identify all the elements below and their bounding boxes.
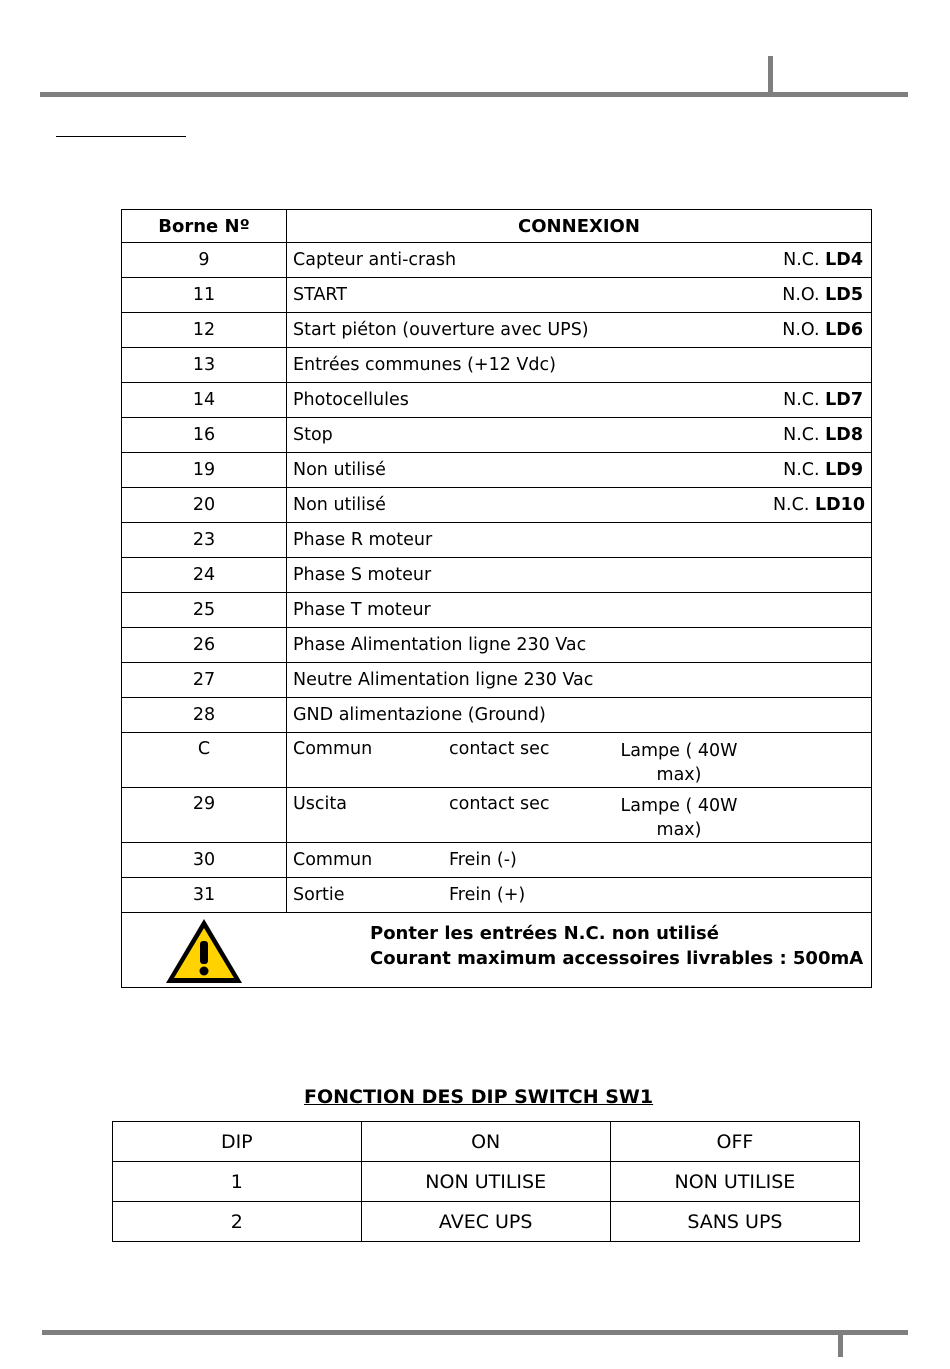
description-cell: Start piéton (ouverture avec UPS) <box>293 320 589 340</box>
description-cell: Entrées communes (+12 Vdc) <box>293 355 556 375</box>
warning-text <box>370 921 863 971</box>
connection-table-header <box>122 210 872 243</box>
terminal-cell: 29 <box>192 794 216 814</box>
dip-on-value: AVEC UPS <box>361 1202 610 1242</box>
contact-kind: contact sec <box>449 739 550 759</box>
table-row <box>122 628 872 663</box>
lamp-spec: Lampe ( 40W max) <box>620 796 738 840</box>
terminal-cell: 16 <box>122 418 287 453</box>
description-cell: Phase Alimentation ligne 230 Vac <box>287 628 872 663</box>
header-tick <box>768 56 773 94</box>
terminal-cell: C <box>197 739 211 759</box>
description-cell: Phase S moteur <box>287 558 872 593</box>
table-row <box>122 523 872 558</box>
table-row <box>122 698 872 733</box>
dip-on-value: NON UTILISE <box>361 1162 610 1202</box>
description-cell: Capteur anti-crash <box>293 250 457 270</box>
contact-kind: contact sec <box>449 794 550 814</box>
table-row <box>122 243 872 278</box>
footer-rule <box>42 1330 908 1335</box>
led-label: LD6 <box>825 320 863 340</box>
dip-off-value: NON UTILISE <box>610 1162 859 1202</box>
contact-type: N.C. LD8 <box>783 425 863 445</box>
led-label: LD4 <box>825 250 863 270</box>
dip-section-title: FONCTION DES DIP SWITCH SW1 <box>304 1086 654 1108</box>
table-row <box>122 843 872 878</box>
header-dip: DIP <box>113 1122 362 1162</box>
description-cell: Non utilisé <box>293 460 386 480</box>
dip-number: 1 <box>113 1162 362 1202</box>
terminal-cell: 13 <box>122 348 287 383</box>
table-row <box>122 453 872 488</box>
warning-line-1: Ponter les entrées N.C. non utilisé <box>370 923 719 944</box>
header-off: OFF <box>610 1122 859 1162</box>
terminal-cell: 23 <box>122 523 287 558</box>
terminal-cell: 30 <box>122 843 287 878</box>
description-cell: Phase R moteur <box>287 523 872 558</box>
contact-type: N.C. LD7 <box>783 390 863 410</box>
terminal-cell: 27 <box>122 663 287 698</box>
description-cell: Non utilisé <box>293 495 386 515</box>
table-row <box>122 488 872 523</box>
terminal-cell: 28 <box>122 698 287 733</box>
table-row <box>122 348 872 383</box>
dip-switch-table <box>112 1121 860 1242</box>
description-cell: START <box>293 285 347 305</box>
terminal-cell: 19 <box>122 453 287 488</box>
dip-off-value: SANS UPS <box>610 1202 859 1242</box>
table-row <box>113 1202 860 1242</box>
warning-row <box>122 913 872 988</box>
heading-underline <box>56 136 186 137</box>
led-label: LD8 <box>825 425 863 445</box>
lamp-spec: Lampe ( 40W max) <box>620 741 738 785</box>
table-row <box>122 733 872 788</box>
table-row <box>122 313 872 348</box>
header-on: ON <box>361 1122 610 1162</box>
table-row <box>122 663 872 698</box>
contact-role: Commun <box>293 739 373 759</box>
led-label: LD7 <box>825 390 863 410</box>
table-row <box>122 383 872 418</box>
terminal-cell: 12 <box>122 313 287 348</box>
contact-type: N.C. LD4 <box>783 250 863 270</box>
terminal-cell: 25 <box>122 593 287 628</box>
terminal-cell: 9 <box>122 243 287 278</box>
contact-type: N.C. LD9 <box>783 460 863 480</box>
table-row <box>122 788 872 843</box>
table-row <box>122 418 872 453</box>
terminal-cell: 11 <box>122 278 287 313</box>
contact-type: N.C. LD10 <box>772 495 865 515</box>
footer-tick <box>838 1333 843 1357</box>
dip-number: 2 <box>113 1202 362 1242</box>
led-label: LD9 <box>825 460 863 480</box>
terminal-cell: 24 <box>122 558 287 593</box>
contact-role: Commun <box>293 850 373 870</box>
warning-triangle-icon <box>162 915 246 992</box>
description-cell: Phase T moteur <box>287 593 872 628</box>
contact-role: Sortie <box>293 885 345 905</box>
brake-label: Frein (-) <box>449 850 517 870</box>
terminal-cell: 14 <box>122 383 287 418</box>
description-cell: Photocellules <box>293 390 409 410</box>
header-terminal: Borne Nº <box>122 210 287 243</box>
header-connection: CONNEXION <box>287 210 872 243</box>
description-cell: Stop <box>293 425 333 445</box>
table-row <box>113 1162 860 1202</box>
brake-label: Frein (+) <box>449 885 526 905</box>
warning-line-2: Courant maximum accessoires livrables : 500mA <box>370 948 864 969</box>
table-row <box>122 878 872 913</box>
table-row <box>122 278 872 313</box>
connection-table <box>121 209 872 988</box>
contact-role: Uscita <box>293 794 347 814</box>
description-cell: Neutre Alimentation ligne 230 Vac <box>287 663 872 698</box>
terminal-cell: 26 <box>122 628 287 663</box>
terminal-cell: 31 <box>122 878 287 913</box>
dip-table-header <box>113 1122 860 1162</box>
led-label: LD5 <box>825 285 863 305</box>
contact-type: N.O. LD5 <box>782 285 863 305</box>
header-rule <box>40 92 908 97</box>
description-cell: GND alimentazione (Ground) <box>287 698 872 733</box>
contact-type: N.O. LD6 <box>782 320 863 340</box>
terminal-cell: 20 <box>122 488 287 523</box>
led-label: LD10 <box>814 495 865 515</box>
table-row <box>122 593 872 628</box>
table-row <box>122 558 872 593</box>
